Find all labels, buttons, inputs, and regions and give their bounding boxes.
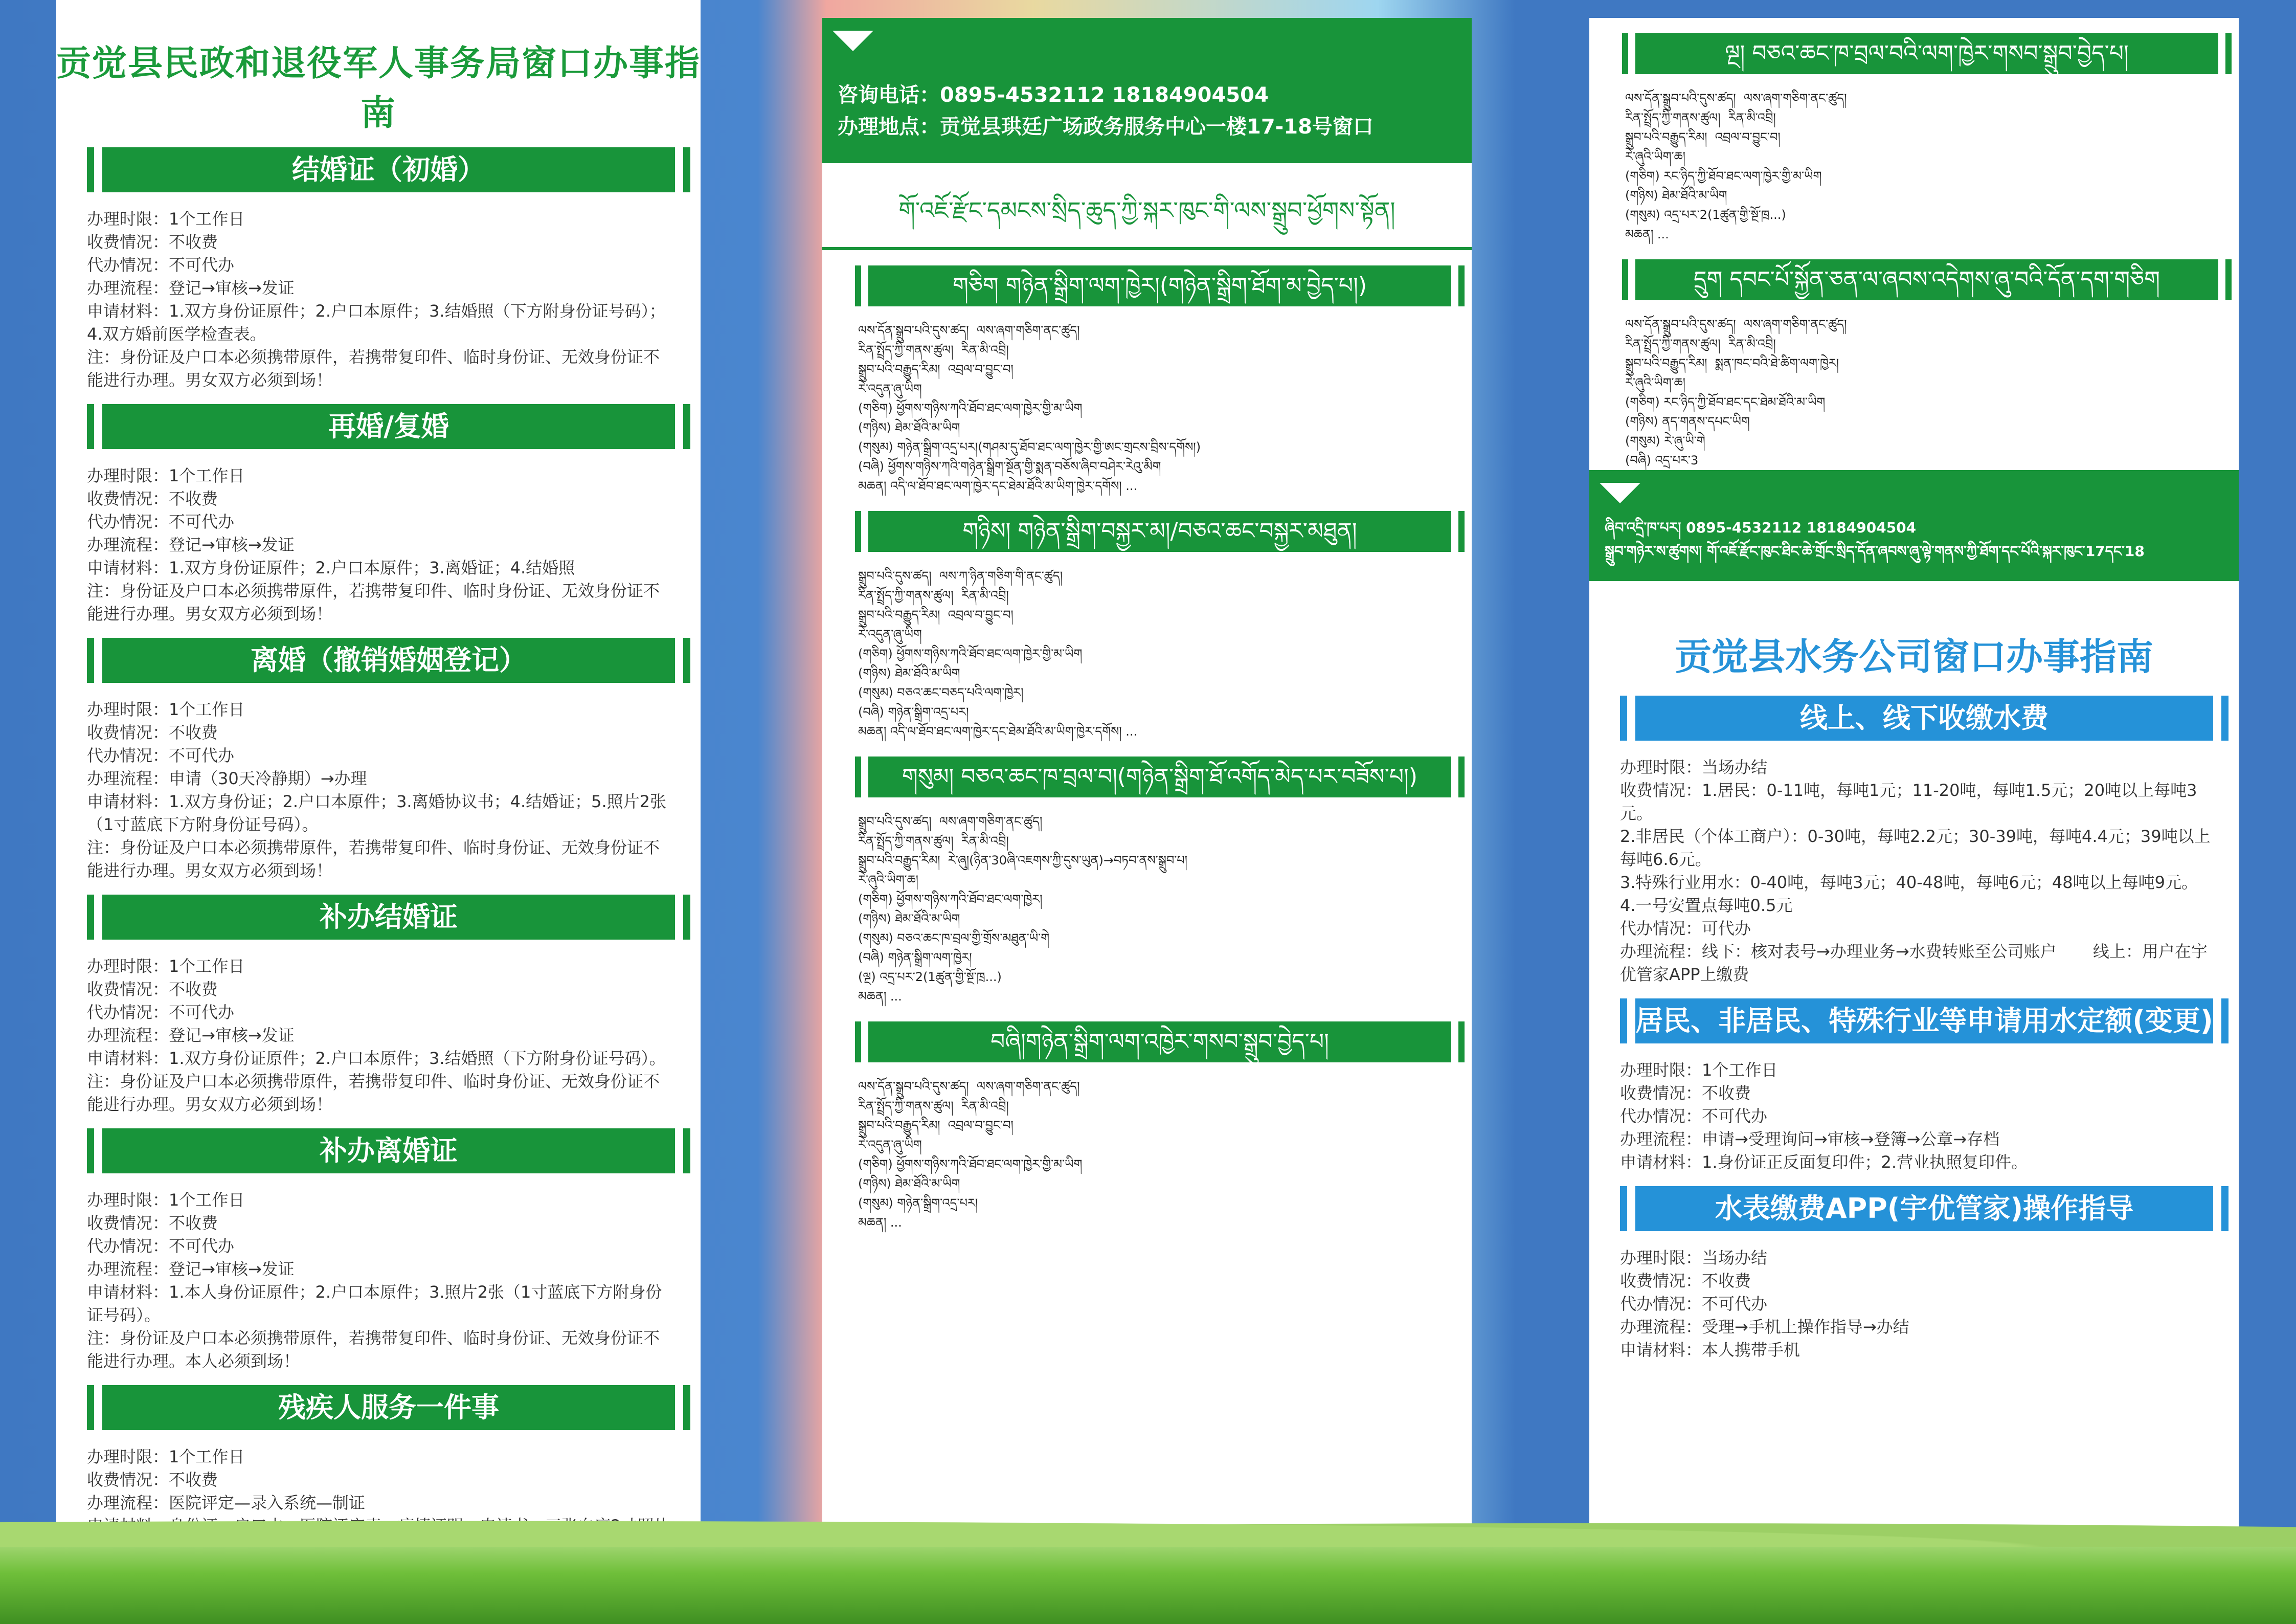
section-line: (ལྔ) འདྲ་པར་2(1ཚུན་གྱི་སྔོ་ཁྲ...) (858, 970, 1002, 984)
section-line: རེ་འདུན་ཞུ་ཡིག (858, 1138, 922, 1152)
contact-address: 办理地点：贡觉县珙廷广场政务服务中心一楼17-18号窗口 (838, 115, 1374, 139)
section-line: (གཅིག) རང་ཉིད་ཀྱི་ཐོབ་ཐང་ལག་ཁྱེར་གྱི་མ་ཡིག (1625, 169, 1822, 183)
section-body (858, 566, 1451, 741)
section-line: སྒྲུབ་པའི་བརྒྱུད་རིམ། འབྲལ་བ་བྱུང་བ། (858, 1118, 1014, 1132)
section-line: (གཉིས) ནད་གནས་དཔང་ཡིག (1625, 414, 1750, 429)
section-line: (གཅིག) ཕྱོགས་གཉིས་ཀའི་ཐོབ་ཐང་ལག་ཁྱེར། (858, 892, 1043, 906)
section-line: (གསུམ) བཅའ་ཆང་བཅད་པའི་ལག་ཁྱེར། (858, 685, 1024, 700)
section-line: མཆན། ... (858, 1215, 902, 1230)
section-line: 办理流程：申请（30天冷静期）→办理 (87, 769, 367, 788)
section-line: 办理时限：1个工作日 (87, 1190, 245, 1210)
triangle-decoration (1600, 483, 1640, 503)
section-line: 收费情况：不收费 (87, 489, 218, 508)
section-line: 申请材料：1.双方身份证原件；2.户口本原件；3.离婚证；4.结婚照 (87, 558, 575, 577)
section-body (1620, 1247, 2213, 1362)
page-title: 贡觉县民政和退役军人事务局窗口办事指南 (56, 43, 701, 134)
section-line: 收费情况：不收费 (87, 232, 218, 252)
section-body (858, 321, 1451, 496)
section-line: (གཉིས) ཐེམ་ཐོའི་མ་ཡིག (858, 666, 960, 680)
section-line: (གསུམ) རེ་ཞུ་ཡི་གེ (1625, 434, 1705, 448)
section-heading: གཉིས། གཉེན་སྒྲིག་བསྐྱར་མ།/བཅའ་ཆང་བསྐྱར་མཐུན། (868, 511, 1451, 552)
section-line: (གསུམ) བཅའ་ཆང་ཁ་བྲལ་གྱི་གྲོས་མཐུན་ཡི་གེ (858, 931, 1050, 945)
section-line: (གཅིག) རང་ཉིད་ཀྱི་ཐོབ་ཐང་དང་ཐེམ་ཐོའི་མ་ཡིག (1625, 395, 1826, 409)
section-heading: 补办离婚证 (102, 1128, 675, 1173)
section-line: 办理流程：受理→手机上操作指导→办结 (1620, 1317, 1909, 1337)
section-line: སྒྲུབ་པའི་བརྒྱུད་རིམ། འབྲལ་བ་བྱུང་བ། (1625, 130, 1781, 144)
section-line: (གཉིས) ཐེམ་ཐོའི་མ་ཡིག (858, 420, 960, 435)
section-line: 注：身份证及户口本必须携带原件，若携带复印件、临时身份证、无效身份证不能进行办理。男女双方必须到场！ (87, 838, 660, 880)
grass-decoration (0, 1532, 2296, 1624)
section-line: (བཞི) གཉེན་སྒྲིག་ལག་ཁྱེར། (858, 950, 972, 965)
section-line: 办理流程：登记→审核→发证 (87, 278, 295, 298)
section-line: 注：身份证及户口本必须携带原件，若携带复印件、临时身份证、无效身份证不能进行办理。男女双方必须到场！ (87, 1072, 660, 1114)
section-line: རེ་ཞུའི་ཡིག་ཆ། (1625, 149, 1685, 164)
section-body (87, 1189, 675, 1373)
section-heading: གཅིག གཉེན་སྒྲིག་ལག་ཁྱེར།(གཉེན་སྒྲིག་ཐོག་མ་བྱེད་པ།) (868, 265, 1451, 306)
section-body (87, 698, 675, 882)
section-line: 收费情况：不收费 (87, 723, 218, 742)
section-line: མཆན། ... (1625, 227, 1669, 241)
section-line: 申请材料：1.双方身份证原件；2.户口本原件；3.结婚照（下方附身份证号码）。 (87, 1049, 666, 1068)
section-line: (གཉིས) ཐེམ་ཐོའི་མ་ཡིག (1625, 188, 1727, 203)
section-line: 申请材料：1.身份证正反面复印件；2.营业执照复印件。 (1620, 1152, 2028, 1172)
section-line: 办理流程：登记→审核→发证 (87, 1026, 295, 1045)
section-line: 代办情况：不可代办 (87, 255, 235, 275)
triangle-decoration (832, 31, 873, 51)
tibetan-sections (822, 265, 1472, 1232)
section-line: 注：身份证及户口本必须携带原件，若携带复印件、临时身份证、无效身份证不能进行办理。本人必须到场！ (87, 1328, 660, 1371)
section-line: 注：身份证及户口本必须携带原件，若携带复印件、临时身份证、无效身份证不能进行办理。男女双方必须到场！ (87, 581, 660, 624)
tibetan-contact-phone: ཞིབ་འདྲི་ཁ་པར། 0895-4532112 18184904504 (1605, 519, 1917, 536)
section-line: 办理流程：线下：核对表号→办理业务→水费转账至公司账户 线上：用户在宇优管家APP上缴费 (1620, 942, 2208, 984)
section-line: 办理时限：1个工作日 (87, 209, 245, 229)
section-line: (གཉིས) ཐེམ་ཐོའི་མ་ཡིག (858, 1176, 960, 1191)
section-line: 4.一号安置点每吨0.5元 (1620, 896, 1793, 915)
section-line: 收费情况：不收费 (1620, 1271, 1751, 1291)
section-line: རེ་ཞུའི་ཡིག་ཆ། (858, 873, 918, 887)
section-line: (གསུམ) གཉེན་སྒྲིག་འདྲ་པར། (858, 1196, 978, 1210)
section-heading: བཞི།གཉེན་སྒྲིག་ལག་འཁྱེར་གསབ་སྒྲུབ་བྱེད་པ། (868, 1021, 1451, 1062)
section-line: 申请材料：1.双方身份证；2.户口本原件；3.离婚协议书；4.结婚证；5.照片2张（1寸蓝底下方附身份证号码）。 (87, 792, 667, 834)
section-body (1620, 756, 2213, 986)
section-line: 办理流程：申请→受理询问→审核→登簿→公章→存档 (1620, 1129, 2000, 1149)
section-line: རིན་སྤྲོད་ཀྱི་གནས་ཚུལ། རིན་མི་འབྲི། (858, 1099, 1009, 1113)
section-line: 代办情况：不可代办 (87, 512, 235, 531)
tibetan-title: གོ་འཇོ་རྫོང་དམངས་སྲིད་ཆུད་ཀྱི་སྐར་ཁུང་གི་ལས་སྒྲུབ་ཕྱོགས་སྟོན། (898, 196, 1395, 224)
section-heading: གསུམ། བཅའ་ཆང་ཁ་བྲལ་བ།(གཉེན་སྒྲིག་ཐོ་འགོད་མེད་པར་བཟོས་པ།) (868, 757, 1451, 797)
contact-box (822, 18, 1472, 163)
water-title: 贡觉县水务公司窗口办事指南 (1674, 635, 2153, 678)
section-line: 办理时限：1个工作日 (1620, 1060, 1778, 1080)
water-sections (1589, 696, 2239, 1362)
civil-affairs-sections (56, 147, 701, 1538)
section-line: (བཞི) ཕྱོགས་གཉིས་ཀའི་གཉེན་སྒྲིག་སྔོན་གྱི་སྨན་བཅོས་ཞིབ་བཤེར་རེའུ་མིག (858, 459, 1161, 474)
section-line: མཆན། འདི་ལ་ཐོབ་ཐང་ལག་ཁྱེར་དང་ཐེམ་ཐོའི་མ་ཡིག་ཁྱེར་དགོས། ... (858, 724, 1138, 739)
section-line: (གཅིག) ཕྱོགས་གཉིས་ཀའི་ཐོབ་ཐང་ལག་ཁྱེར་གྱི་མ་ཡིག (858, 1157, 1083, 1171)
contact-phone: 咨询电话：0895-4532112 18184904504 (838, 83, 1269, 107)
section-heading: དྲུག དབང་པོ་སྐྱོན་ཅན་ལ་ཞབས་འདེགས་ཞུ་བའི་དོན་དག་གཅིག (1635, 259, 2218, 300)
section-line: 3.特殊行业用水：0-40吨，每吨3元；40-48吨，每吨6元；48吨以上每吨9元。 (1620, 873, 2198, 892)
section-line: 2.非居民（个体工商户）：0-30吨，每吨2.2元；30-39吨，每吨4.4元；39吨以上每吨6.6元。 (1620, 827, 2211, 869)
section-line: 办理时限：1个工作日 (87, 466, 245, 485)
divider (822, 247, 1472, 250)
section-line: 代办情况：可代办 (1620, 919, 1751, 938)
section-line: རིན་སྤྲོད་ཀྱི་གནས་ཚུལ། རིན་མི་འབྲི། (858, 834, 1009, 848)
section-line: 办理流程：登记→审核→发证 (87, 1259, 295, 1279)
section-line: སྒྲུབ་པའི་བརྒྱུད་རིམ། རེ་ཞུ།(ཉིན་30ཞི་འཇགས་ཀྱི་དུས་ཡུན)→བཏབ་ནས་སྒྲུབ་པ། (858, 853, 1187, 867)
section-line: སྒྲུབ་པའི་བརྒྱུད་རིམ། འབྲལ་བ་བྱུང་བ། (858, 608, 1014, 622)
section-body (87, 955, 675, 1116)
section-line: རིན་སྤྲོད་ཀྱི་གནས་ཚུལ། རིན་མི་འབྲི། (858, 588, 1009, 603)
section-line: རེ་ཞུའི་ཡིག་ཆ། (1625, 375, 1685, 390)
section-line: 收费情况：不收费 (1620, 1083, 1751, 1103)
section-line: 代办情况：不可代办 (1620, 1294, 1768, 1314)
section-heading: 结婚证（初婚） (102, 147, 675, 192)
section-heading: 居民、非居民、特殊行业等申请用水定额(变更) (1635, 998, 2213, 1043)
section-body (1625, 88, 2218, 244)
civil-affairs-guide-panel (56, 0, 701, 1555)
section-line: (གཅིག) ཕྱོགས་གཉིས་ཀའི་ཐོབ་ཐང་ལག་ཁྱེར་གྱི་མ་ཡིག (858, 401, 1083, 415)
section-line: ལས་དོན་སྒྲུབ་པའི་དུས་ཚད། ལས་ཞག་གཅིག་ནང་ཚུད། (858, 323, 1080, 338)
section-line: ལས་དོན་སྒྲུབ་པའི་དུས་ཚད། ལས་ཞག་གཅིག་ནང་ཚུད། (1625, 317, 1847, 331)
section-line: ལས་དོན་སྒྲུབ་པའི་དུས་ཚད། ལས་ཞག་གཅིག་ནང་ཚུད། (1625, 91, 1847, 105)
section-line: (བཞི) གཉེན་སྒྲིག་འདྲ་པར། (858, 705, 969, 719)
section-line: 代办情况：不可代办 (87, 1003, 235, 1022)
section-heading: 补办结婚证 (102, 895, 675, 940)
section-heading: 残疾人服务一件事 (102, 1385, 675, 1430)
tibetan-sections-2 (1589, 33, 2239, 470)
section-line: རེ་འདུན་ཞུ་ཡིག (858, 627, 922, 641)
section-line: 办理时限：1个工作日 (87, 1447, 245, 1466)
tibetan-contact-box (1589, 470, 2239, 581)
section-line: 办理时限：1个工作日 (87, 956, 245, 976)
section-line: 申请材料：1.双方身份证原件；2.户口本原件；3.结婚照（下方附身份证号码）；4.双方婚前医学检查表。 (87, 301, 666, 344)
section-line: 申请材料：本人携带手机 (1620, 1340, 1800, 1360)
section-line: 办理时限：当场办结 (1620, 1248, 1768, 1267)
section-body (87, 208, 675, 392)
section-line: 代办情况：不可代办 (87, 746, 235, 765)
section-line: 办理时限：当场办结 (1620, 758, 1768, 777)
section-line: སྒྲུབ་པའི་བརྒྱུད་རིམ། འབྲལ་བ་བྱུང་བ། (858, 362, 1014, 376)
tibetan-contact-address: སྒྲུབ་གཉེར་ས་ཚུགས། གོ་འཇོ་རྫོང་ཁུང་ཐིང་ཆེ་གྲོང་སྲིད་དོན་ཞབས་ཞུ་ལྟེ་གནས་ཀྱི་ཐོག་དང་པོའི་སྐར་ཁུང་17དང་18 (1605, 543, 2145, 560)
section-line: རིན་སྤྲོད་ཀྱི་གནས་ཚུལ། རིན་མི་འབྲི། (1625, 337, 1776, 351)
section-line: 收费情况：不收费 (87, 980, 218, 999)
section-body (1625, 315, 2218, 470)
section-line: 办理流程：医院评定—录入系统—制证 (87, 1493, 366, 1512)
section-line: 办理时限：1个工作日 (87, 700, 245, 719)
section-line: མཆན། ... (858, 989, 902, 1004)
section-line: རེ་འདུན་ཞུ་ཡིག (858, 382, 922, 396)
section-body (858, 812, 1451, 1006)
section-heading: 再婚/复婚 (102, 404, 675, 449)
section-body (858, 1077, 1451, 1232)
section-line: (གསུམ) གཉེན་སྒྲིག་འདྲ་པར།(གཤམ་དུ་ཐོབ་ཐང་ལག་ཁྱེར་གྱི་ཨང་གྲངས་བྲིས་དགོས།) (858, 440, 1201, 454)
water-guide-panel (1589, 18, 2239, 1558)
section-heading: 线上、线下收缴水费 (1635, 696, 2213, 741)
section-line: 收费情况：1.居民：0-11吨，每吨1元；11-20吨，每吨1.5元；20吨以上每吨3元。 (1620, 781, 2197, 823)
section-line: (གསུམ) འདྲ་པར་2(1ཚུན་གྱི་སྔོ་ཁྲ...) (1625, 208, 1786, 222)
section-line: མཆན། འདི་ལ་ཐོབ་ཐང་ལག་ཁྱེར་དང་ཐེམ་ཐོའི་མ་ཡིག་ཁྱེར་དགོས། ... (858, 479, 1138, 493)
section-line: རིན་སྤྲོད་ཀྱི་གནས་ཚུལ། རིན་མི་འབྲི། (858, 343, 1009, 357)
section-body (87, 464, 675, 626)
section-line: 代办情况：不可代办 (1620, 1106, 1768, 1126)
section-heading: 水表缴费APP(宇优管家)操作指导 (1635, 1186, 2213, 1231)
section-line: 收费情况：不收费 (87, 1213, 218, 1233)
section-line: ལས་དོན་སྒྲུབ་པའི་དུས་ཚད། ལས་ཞག་གཅིག་ནང་ཚུད། (858, 1079, 1080, 1094)
section-line: རིན་སྤྲོད་ཀྱི་གནས་ཚུལ། རིན་མི་འབྲི། (1625, 110, 1776, 125)
section-line: 申请材料：1.本人身份证原件；2.户口本原件；3.照片2张（1寸蓝底下方附身份证号码）。 (87, 1282, 662, 1325)
section-line: 代办情况：不可代办 (87, 1236, 235, 1256)
section-line: (བཞི) འདྲ་པར་3 (1625, 453, 1699, 468)
section-line: (གཅིག) ཕྱོགས་གཉིས་ཀའི་ཐོབ་ཐང་ལག་ཁྱེར་གྱི་མ་ཡིག (858, 647, 1083, 661)
section-heading: 离婚（撤销婚姻登记） (102, 638, 675, 683)
section-line: 注：身份证及户口本必须携带原件，若携带复印件、临时身份证、无效身份证不能进行办理。男女双方必须到场！ (87, 347, 660, 390)
section-line: སྒྲུབ་པའི་དུས་ཚད། ལས་ཞག་གཅིག་ནང་ཚུད། (858, 814, 1043, 829)
section-body (1620, 1059, 2213, 1174)
section-line: སྒྲུབ་པའི་བརྒྱུད་རིམ། སྨན་ཁང་བའི་ཐེ་ཚིག་ལག་ཁྱེར། (1625, 356, 1839, 370)
tibetan-guide-panel (822, 18, 1472, 1558)
section-line: 收费情况：不收费 (87, 1470, 218, 1489)
section-line: 办理流程：登记→审核→发证 (87, 535, 295, 554)
section-line: སྒྲུབ་པའི་དུས་ཚད། ལས་ཀ་ཉིན་གཅིག་གི་ནང་ཚུད། (858, 569, 1063, 583)
section-line: (གཉིས) ཐེམ་ཐོའི་མ་ཡིག (858, 911, 960, 926)
section-heading: ལྔ། བཅའ་ཆང་ཁ་བྲལ་བའི་ལག་ཁྱེར་གསབ་སྒྲུབ་བྱེད་པ། (1635, 33, 2218, 74)
